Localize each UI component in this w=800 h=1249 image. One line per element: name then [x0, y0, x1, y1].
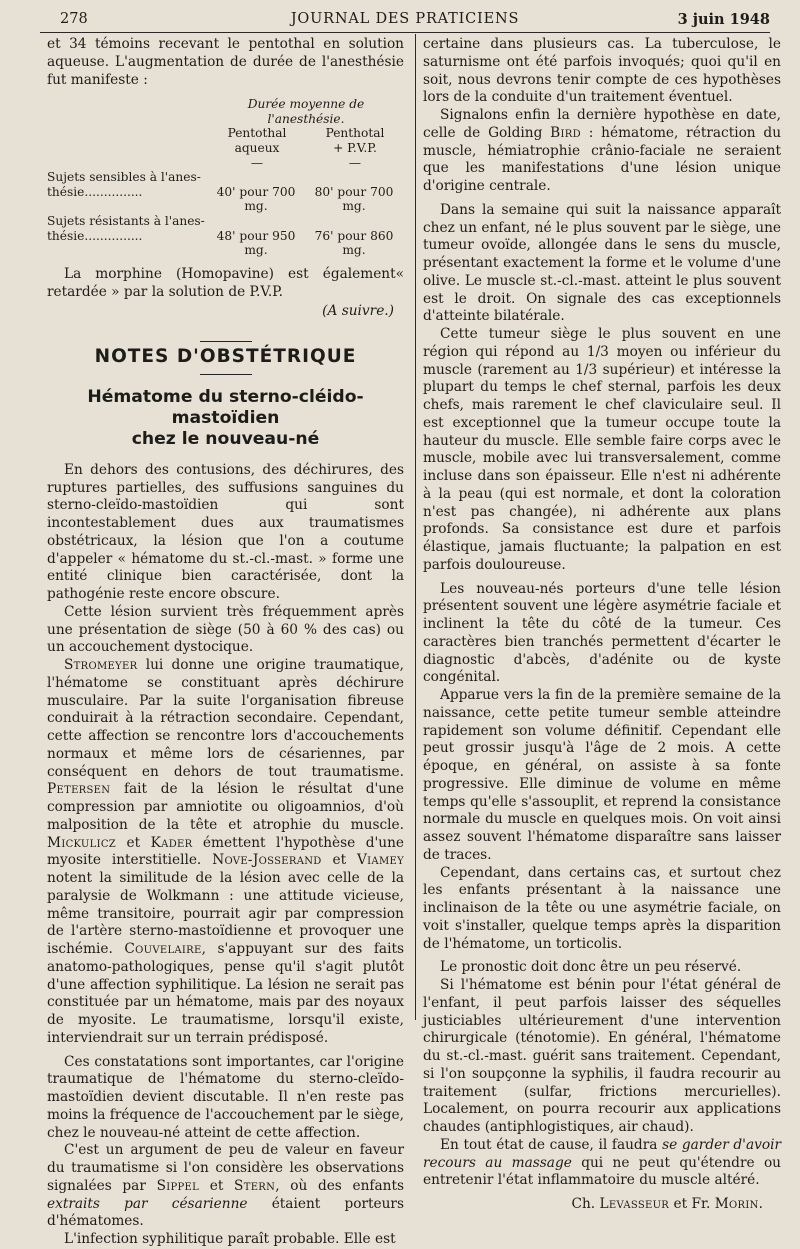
text-run: , où des enfants — [275, 1177, 404, 1194]
column-header: Penthotal — [325, 126, 385, 141]
paragraph: Apparue vers la fin de la première semaine de la naissance, cette petite tumeur semble atteindre rapidement son volume définitif. Cependant elle peut grossir jusqu'à l'âge de 2 mois. A cette époque, en général, on assiste à sa fonte progressive. Elle diminue de volume en même temps qu'elle s'assouplit, et reprend la consistance normale du muscle en quelques mois. On voit ainsi assez souvent l'hématome disparaître sans laisser de traces. — [423, 687, 781, 863]
paragraph — [423, 107, 781, 196]
row-label: thésie............... — [47, 184, 143, 199]
signature — [423, 1196, 781, 1214]
row-label: thésie............... — [47, 228, 143, 243]
paragraph — [47, 1142, 404, 1231]
emphasis: extraits par césarienne — [47, 1195, 248, 1212]
table-row — [47, 185, 404, 214]
table-title: Durée moyenne de l'anesthésie. — [247, 97, 365, 126]
text-run: notent la similitude de la lésion avec celle de la paralysie de Wolkmann : une attitude vicieuse, même transitoire, pourrait agir par compression de l'artère sterno-mastoïdienne et provoquer une ischémie. — [47, 870, 404, 958]
column-divider — [415, 34, 416, 1020]
text-run: Signalons enfin la dernière hypothèse en date, celle de Golding — [423, 107, 781, 141]
paragraph — [423, 1137, 781, 1190]
article-title — [47, 387, 404, 450]
author-name: Petersen — [47, 781, 111, 798]
paragraph: Cependant, dans certains cas, et surtout chez les enfants présentant à la naissance une inclinaison de la tête ou une asymétrie faciale, on voit s'installer, quelque temps après la disparition de l'hématome, un torticolis. — [423, 864, 781, 952]
text-run: En tout état de cause, il faudra — [440, 1136, 663, 1153]
author-name: Couvelaire — [124, 941, 202, 958]
table-row — [47, 229, 404, 258]
right-column — [423, 36, 781, 1214]
author-name: Viamey — [357, 852, 404, 869]
text-run: et — [199, 1177, 235, 1194]
paragraph: La morphine (Homopavine) est également« retardée » par la solution de P.V.P. — [47, 265, 404, 300]
row-label: Sujets sensibles à l'anes- — [47, 170, 201, 185]
journal-title: JOURNAL DES PRATICIENS — [290, 11, 520, 27]
emphasis: se garder d'avoir recours au massage — [423, 1136, 781, 1171]
author-name: Stern — [234, 1177, 276, 1194]
text-run: qui ne peut qu'étendre ou entretenir l'état inflammatoire du muscle altéré. — [423, 1154, 781, 1189]
table-cell: 76' pour 860 mg. — [314, 228, 394, 258]
article-title-line: chez le nouveau-né — [131, 428, 320, 449]
left-column — [47, 36, 404, 1249]
text-run: : hématome, rétraction du muscle, hémiatrophie crânio-faciale ne seraient que les manifestations d'une lésion unique d'origine centrale. — [423, 124, 782, 194]
text-run: fait de la lésion le résultat d'une compression par amniotite ou oligoamnios, d'où malposition de la tête et atrophie du muscle. — [47, 781, 404, 833]
author-name: Stromeyer — [64, 657, 138, 674]
paragraph: et 34 témoins recevant le pentothal en solution aqueuse. L'augmentation de durée de l'anesthésie fut manifeste : — [47, 36, 404, 88]
author-name: Bird — [550, 124, 581, 141]
author-name: Kader — [150, 834, 193, 851]
issue-date: 3 juin 1948 — [677, 11, 770, 28]
section-heading — [47, 341, 404, 375]
author-name: Mickulicz — [47, 834, 117, 851]
section-title: NOTES D'OBSTÉTRIQUE — [94, 346, 357, 368]
text-run: , s'appuyant sur des faits anatomo-pathologiques, pense qu'il s'agit plutôt d'une affection syphilitique. La lésion ne serait pas constituée par un hématome, mais par des noyaux de myosite. Le traumatisme, lorsqu'il existe, interviendrait sur un terrain prédisposé. — [47, 941, 404, 1046]
column-dash: — — [348, 155, 362, 170]
author-name: Sippel — [156, 1177, 200, 1194]
paragraph: Dans la semaine qui suit la naissance apparaît chez un enfant, né le plus souvent par le siège, une tumeur ovoïde, allongée dans le sens du muscle, présentant exactement la forme et le volume d'une olive. Le muscle st.-cl.-mast. atteint le plus souvent est le droit. On signale des cas exceptionnels d'atteinte bilatérale. — [423, 201, 781, 325]
paragraph: En dehors des contusions, des déchirures, des ruptures partielles, des suffusions sanguines du sterno-cleïdo-mastoïdien qui sont incontestablement dues aux traumatismes obstétricaux, la lésion que l'on a coutume d'appeler « hématome du st.-cl.-mast. » forme une entité clinique bien caractérisée, dont la pathogénie reste encore obscure. — [47, 461, 404, 603]
text-run: étaient porteurs d'hématomes. — [47, 1195, 404, 1230]
text-run: Ch. — [571, 1196, 600, 1212]
paragraph: Si l'hématome est bénin pour l'état général de l'enfant, il peut parfois laisser des séquelles justiciables ultérieurement d'une intervention chirurgicale (ténotomie). En général, l'hématome du st.-cl.-mast. guérit sans traitement. Cependant, si l'on soupçonne la syphilis, il faudra recourir au traitement (sulfar, frictions mercurielles). Localement, on pourra recourir aux applications chaudes (antiphlogistiques, air chaud). — [423, 977, 781, 1135]
text-run: et Fr. — [669, 1196, 715, 1212]
anesthesia-table — [47, 97, 404, 258]
article-title-line: Hématome du sterno-cléido-mastoïdien — [87, 386, 364, 428]
paragraph — [47, 657, 404, 1048]
row-label: Sujets résistants à l'anes- — [47, 214, 205, 228]
table-row — [47, 170, 404, 185]
paragraph: Ces constatations sont importantes, car l'origine traumatique de l'hématome du sterno-cleïdo-mastoïdien devient discutable. Il n'en reste pas moins la fréquence de l'accouchement par le siège, chez le nouveau-né atteint de cette affection. — [47, 1053, 404, 1141]
paragraph: Cette lésion survient très fréquemment après une présentation de siège (50 à 60 % des cas) ou un accouchement dystocique. — [47, 603, 404, 656]
paragraph: Le pronostic doit donc être un peu réservé. — [440, 959, 742, 976]
paragraph: L'infection syphilitique paraît probable. Elle est — [64, 1231, 396, 1248]
text-run: lui donne une origine traumatique, l'hématome se constituant après déchirure musculaire. Par la suite l'organisation fibreuse conduirait à la rétraction secondaire. Cependant, cette affection se rencontre lors d'accouchements normaux et même lors de césariennes, par conséquent en dehors de tout traumatisme. — [47, 657, 404, 780]
divider — [200, 374, 252, 375]
author-name: Levasseur — [599, 1196, 670, 1212]
continued-note: (A suivre.) — [322, 303, 394, 320]
table-cell: 80' pour 700 mg. — [314, 184, 394, 214]
author-name: Nove-Josserand — [212, 852, 322, 869]
paragraph: certaine dans plusieurs cas. La tuberculose, le saturnisme ont été parfois invoqués; quoi qu'il en soit, nous devrons tenir compte de ces hypothèses lors de la conduite d'un traitement éventuel. — [423, 36, 781, 106]
table-cell: 48' pour 950 mg. — [216, 228, 296, 258]
column-header: aqueux — [234, 141, 280, 156]
paragraph: Les nouveau-nés porteurs d'une telle lésion présentent souvent une légère asymétrie faciale et inclinent la tête du côté de la tumeur. Ces caractères bien tranchés permettent d'écarter le diagnostic d'abcès, d'adénite ou de kyste congénital. — [423, 580, 781, 686]
page-number: 278 — [60, 11, 88, 27]
paragraph: Cette tumeur siège le plus souvent en une région qui répond au 1/3 moyen ou inférieur du muscle (rarement au 1/3 supérieur) et intéresse la plupart du temps le chef sternal, parfois les deux chefs, mais rarement le chef claviculaire seul. Il est exceptionnel que la tumeur occupe toute la hauteur du muscle. Elle semble faire corps avec le muscle, mobile avec lui transversalement, comme incluse dans son épaisseur. Elle n'est ni adhérente à la peau (qui est normale, et dont la coloration n'est pas changée), ni adhérente aux plans profonds. Sa consistance est dure et parfois élastique, jamais fluctuante; la palpation en est parfois douloureuse. — [423, 326, 781, 573]
running-header — [40, 10, 770, 33]
column-dash: — — [250, 155, 264, 170]
text-run: et — [321, 852, 357, 869]
column-header: + P.V.P. — [333, 141, 377, 156]
text-run: et — [116, 834, 151, 851]
column-header: Pentothal — [227, 126, 287, 141]
text-run: émettent l'hypothèse d'une myosite interstitielle. — [47, 834, 404, 869]
divider — [200, 341, 252, 342]
text-run: . — [758, 1196, 763, 1212]
table-row — [47, 214, 404, 229]
author-name: Morin — [714, 1196, 759, 1212]
table-cell: 40' pour 700 mg. — [216, 184, 296, 214]
text-run: C'est un argument de peu de valeur en faveur du traumatisme si l'on considère les observations signalées par — [47, 1142, 404, 1194]
